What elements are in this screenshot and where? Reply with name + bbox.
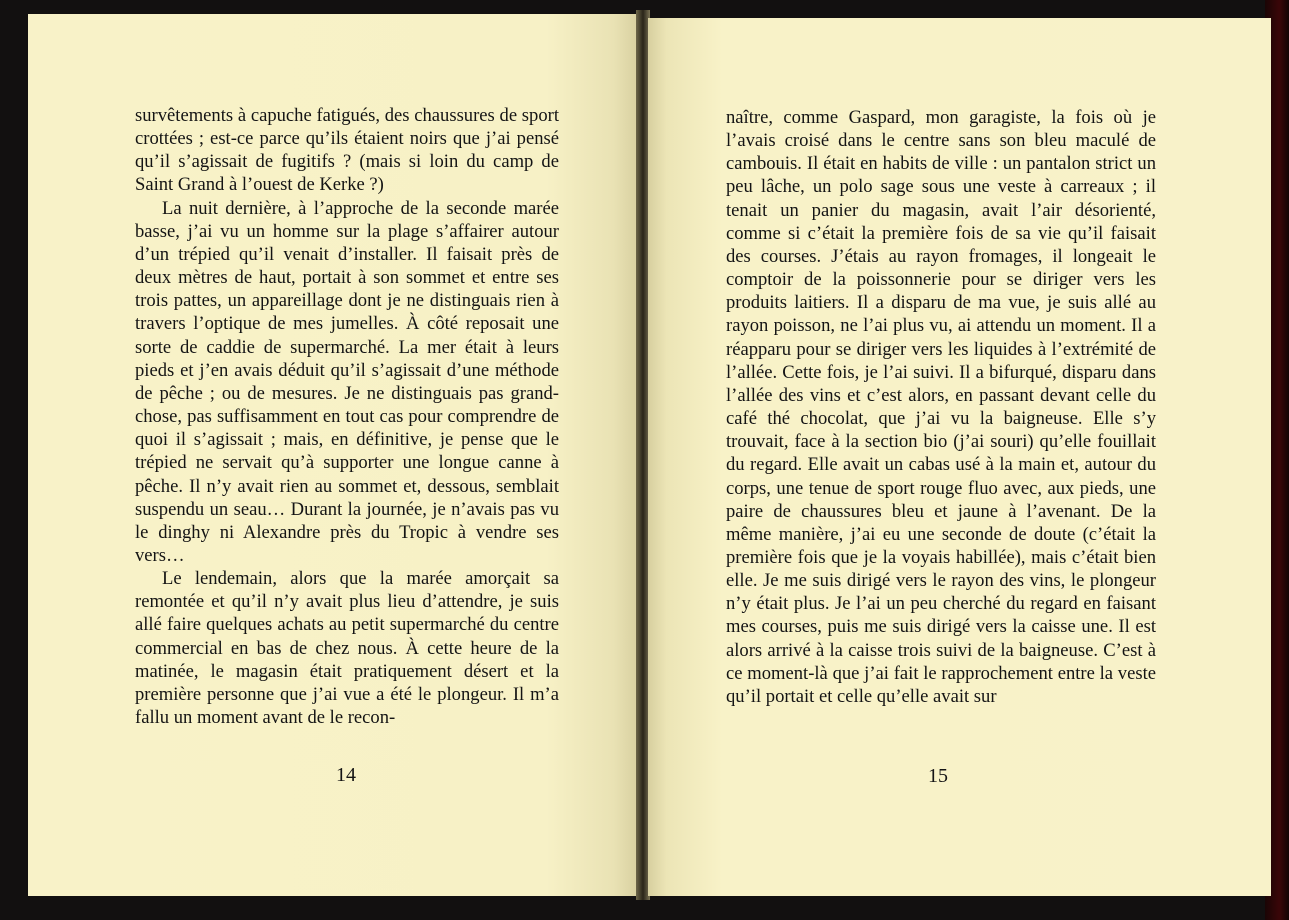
page-number: 15 (928, 765, 948, 787)
right-page-text (726, 106, 1156, 708)
right-page (648, 18, 1271, 896)
paragraph: Le lendemain, alors que la marée amorçait sa remontée et qu’il n’y avait plus lieu d’attendre, je suis allé faire quelques achats au petit supermarché du centre commercial en bas de chez nous. À cette heure de la matinée, le magasin était pratiquement désert et la première personne que j’ai vue a été le plongeur. Il m’a fallu un moment avant de le recon- (135, 568, 559, 729)
paragraph: naître, comme Gaspard, mon garagiste, la fois où je l’avais croisé dans le centre sans son bleu maculé de cambouis. Il était en habits de ville : un pantalon strict un peu lâche, un polo sage sous une veste à carreaux ; il tenait un panier du magasin, avait l’air désorienté, comme si c’était la première fois de sa vie qu’il faisait des courses. J’étais au rayon fromages, il longeait le comptoir de la poissonnerie pour se diriger vers les produits laitiers. Il a disparu de ma vue, je suis allé au rayon poisson, ne l’ai plus vu, ai attendu un moment. Il a réapparu pour se diriger vers les liquides à l’extrémité de l’allée. Cette fois, je l’ai suivi. Il a bifurqué, disparu dans l’allée des vins et c’est alors, en passant devant celle du café thé chocolat, que j’ai vu la baigneuse. Elle s’y trouvait, face à la section bio (j’ai souri) qu’elle fouillait du regard. Elle avait un cabas usé à la main et, autour du corps, une tenue de sport rouge fluo avec, aux pieds, une paire de chaussures bleu et jaune à l’avenant. De la même manière, j’ai eu une seconde de doute (c’était la première fois que je la voyais habillée), mais c’était bien elle. Je me suis dirigé vers le rayon des vins, le plongeur n’y était plus. Je l’ai un peu cherché du regard en faisant mes courses, puis me suis dirigé vers la caisse une. Il est alors arrivé à la caisse trois suivi de la baigneuse. C’est à ce moment-là que j’ai fait le rapprochement entre la veste qu’il portait et celle qu’elle avait sur (726, 107, 1156, 707)
paragraph: La nuit dernière, à l’approche de la seconde marée basse, j’ai vu un homme sur la plage s’affairer autour d’un trépied qu’il venait d’installer. Il faisait près de deux mètres de haut, portait à son sommet et entre ses trois pattes, un appareillage dont je ne distinguais rien à travers l’optique de mes jumelles. À côté reposait une sorte de caddie de supermarché. La mer était à leurs pieds et j’en avais déduit qu’il s’agissait d’une méthode de pêche ; ou de mesures. Je ne distinguais pas grand-chose, pas suffisamment en tout cas pour comprendre de quoi il s’agissait ; mais, en définitive, je pense que le trépied ne servait qu’à supporter une longue canne à pêche. Il n’y avait rien au sommet et, dessous, semblait suspendu un seau… Durant la journée, je n’avais pas vu le dinghy ni Alexandre près du Tropic à vendre ses vers… (135, 197, 559, 566)
page-number: 14 (336, 764, 356, 786)
paragraph: survêtements à capuche fatigués, des chaussures de sport crottées ; est-ce parce qu’ils étaient noirs que j’ai pensé qu’il s’agissait de fugitifs ? (mais si loin du camp de Saint Grand à l’ouest de Kerke ?) (135, 105, 559, 196)
left-page-text (135, 104, 559, 729)
left-page (28, 14, 638, 896)
